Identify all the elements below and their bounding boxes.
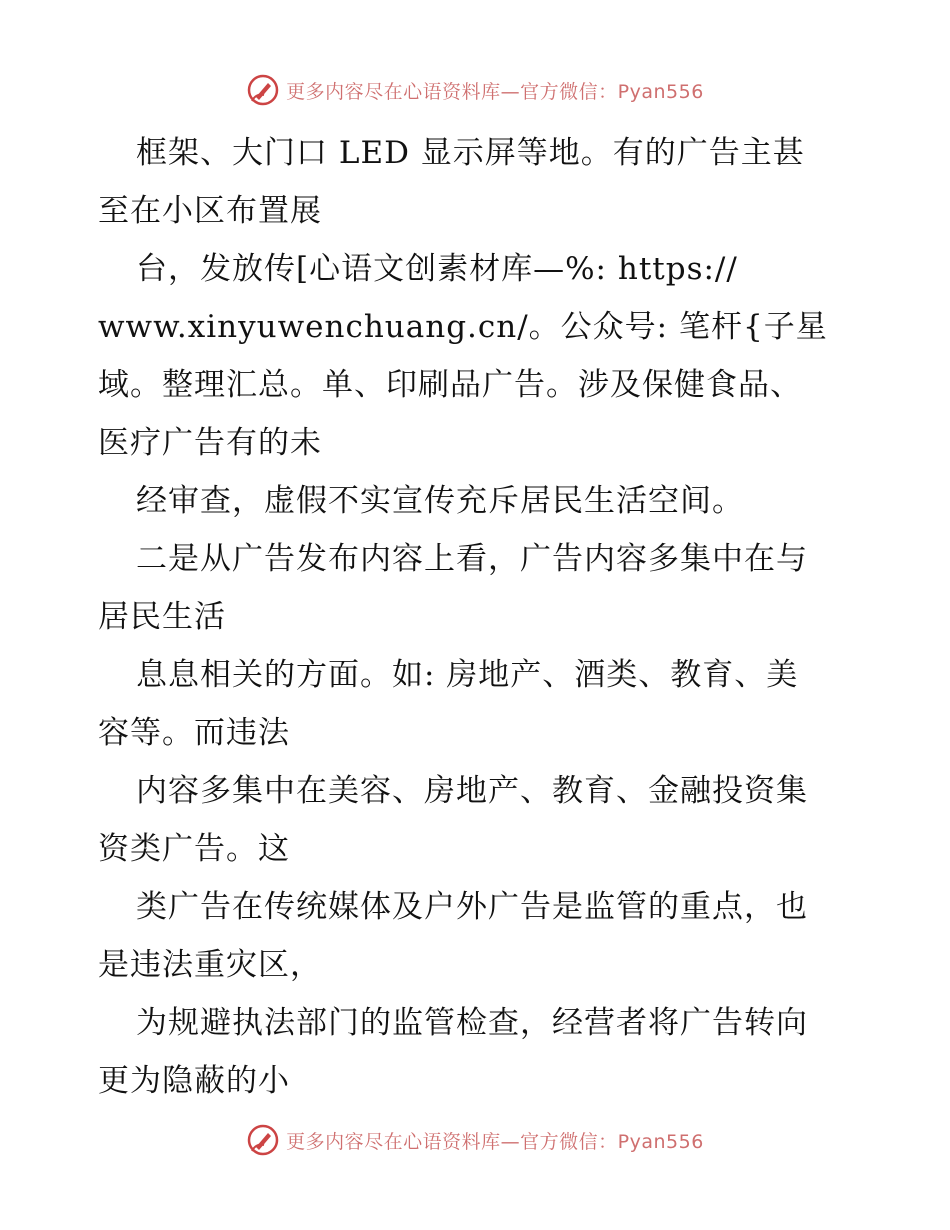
text-line: 资类广告。这 bbox=[98, 831, 290, 867]
pen-nib-circle-icon bbox=[246, 1123, 280, 1157]
document-body bbox=[98, 124, 858, 1110]
text-line: 类广告在传统媒体及户外广告是监管的重点，也 bbox=[136, 889, 808, 925]
header-watermark bbox=[0, 70, 950, 110]
text-line: 是违法重灾区， bbox=[98, 947, 322, 983]
text-line: 为规避执法部门的监管检查，经营者将广告转向 bbox=[136, 1005, 808, 1041]
text-line: 二是从广告发布内容上看，广告内容多集中在与 bbox=[136, 541, 808, 577]
text-line: 内容多集中在美容、房地产、教育、金融投资集 bbox=[136, 773, 808, 809]
text-line: www.xinyuwenchuang.cn/。公众号: 笔杆{子星 bbox=[98, 309, 828, 345]
text-line: 居民生活 bbox=[98, 599, 226, 635]
text-line: 更为隐蔽的小 bbox=[98, 1063, 290, 1099]
text-line: 息息相关的方面。如: 房地产、酒类、教育、美 bbox=[136, 657, 799, 693]
text-line: 容等。而违法 bbox=[98, 715, 290, 751]
footer-watermark bbox=[0, 1120, 950, 1160]
text-line: 框架、大门口 LED 显示屏等地。有的广告主甚 bbox=[136, 135, 805, 171]
text-line: 台，发放传[心语文创素材库—%: https:// bbox=[136, 251, 738, 287]
text-line: 经审查，虚假不实宣传充斥居民生活空间。 bbox=[136, 483, 744, 519]
pen-nib-circle-icon bbox=[246, 73, 280, 107]
watermark-text: 更多内容尽在心语资料库—官方微信：Pyan556 bbox=[286, 1130, 704, 1153]
text-line: 至在小区布置展 bbox=[98, 193, 322, 229]
text-line: 医疗广告有的未 bbox=[98, 425, 322, 461]
watermark-text: 更多内容尽在心语资料库—官方微信：Pyan556 bbox=[286, 80, 704, 103]
text-line: 域。整理汇总。单、印刷品广告。涉及保健食品、 bbox=[98, 367, 802, 403]
